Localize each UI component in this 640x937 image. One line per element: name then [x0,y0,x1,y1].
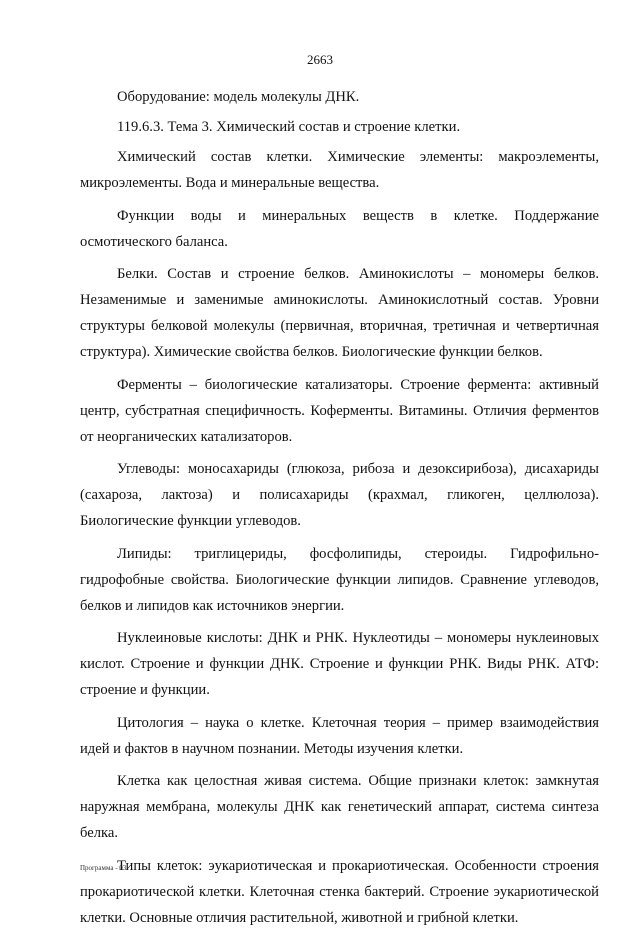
document-body [80,84,599,937]
paragraph-nucleic-acids: Нуклеиновые кислоты: ДНК и РНК. Нуклеотиды – мономеры нуклеиновых кислот. Строение и функции ДНК. Строение и функции РНК. Виды РНК. АТФ: строение и функции. [80,630,599,698]
paragraph-topic-heading: 119.6.3. Тема 3. Химический состав и строение клетки. [117,119,461,135]
paragraph-proteins: Белки. Состав и строение белков. Аминокислоты – мономеры белков. Незаменимые и заменимые аминокислоты. Аминокислотный состав. Уровни структуры белковой молекулы (первичная, вторичная, третичная и четвертичная структура). Химические свойства белков. Биологические функции белков. [80,266,599,360]
page-number: 2663 [307,52,333,67]
paragraph-carbohydrates: Углеводы: моносахариды (глюкоза, рибоза и дезоксирибоза), дисахариды (сахароза, лактоза) и полисахариды (крахмал, гликоген, целлюлоза). Биологические функции углеводов. [80,461,599,529]
paragraph-enzymes: Ферменты – биологические катализаторы. Строение фермента: активный центр, субстратная специфичность. Коферменты. Витамины. Отличия ферментов от неорганических катализаторов. [80,376,599,445]
paragraph-water-functions: Функции воды и минеральных веществ в клетке. Поддержание осмотического баланса. [80,207,599,250]
paragraph-equipment: Оборудование: модель молекулы ДНК. [117,89,360,105]
paragraph-cell-system: Клетка как целостная живая система. Общие признаки клеток: замкнутая наружная мембрана, молекулы ДНК как генетический аппарат, система синтеза белка. [80,773,599,841]
page-footer: Программа - 03 [80,864,127,872]
paragraph-chemical-composition: Химический состав клетки. Химические элементы: макроэлементы, микроэлементы. Вода и минеральные вещества. [80,149,599,191]
paragraph-cell-types: Типы клеток: эукариотическая и прокариотическая. Особенности строения прокариотической клетки. Клеточная стенка бактерий. Строение эукариотической клетки. Основные отличия растительной, животной и грибной клетки. [80,857,599,926]
paragraph-lipids: Липиды: триглицериды, фосфолипиды, стероиды. Гидрофильно-гидрофобные свойства. Биологические функции липидов. Сравнение углеводов, белков и липидов как источников энергии. [80,545,599,614]
paragraph-cytology: Цитология – наука о клетке. Клеточная теория – пример взаимодействия идей и фактов в научном познании. Методы изучения клетки. [80,714,599,757]
